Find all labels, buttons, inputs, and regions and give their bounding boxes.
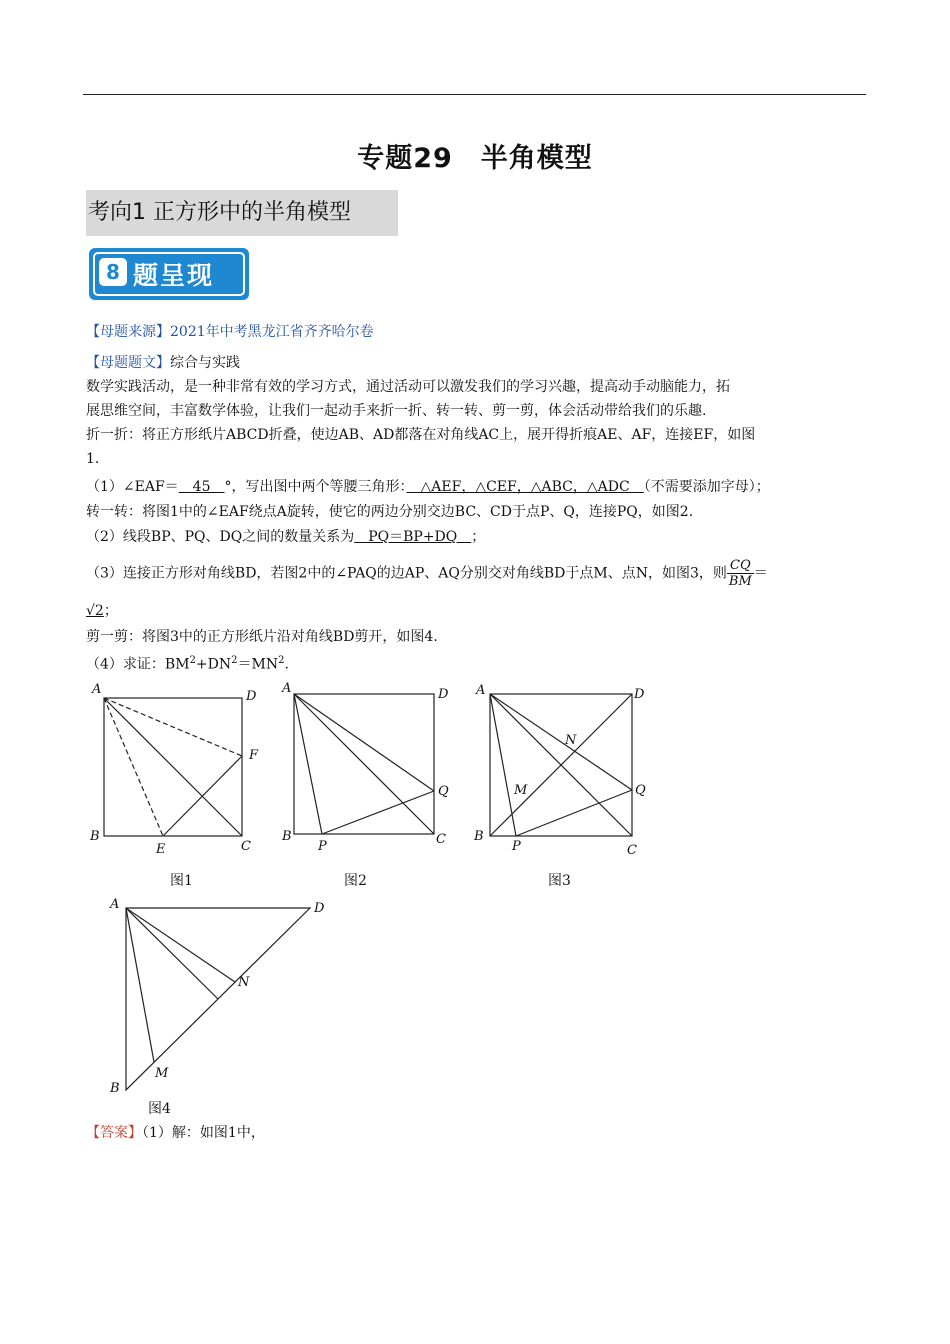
question-3-answer-line — [86, 602, 118, 620]
fig1-label-b: B — [90, 829, 100, 844]
fig2-segment-ap — [294, 694, 322, 834]
fig3-segment-aq — [490, 694, 632, 790]
fig2-diagonal-ac — [294, 694, 434, 834]
fig4-label-n: N — [238, 975, 250, 990]
q3-fraction — [727, 558, 754, 589]
badge-icon-text: 8 — [106, 260, 120, 284]
q1-text-mid: °，写出图中两个等腰三角形： — [224, 479, 407, 495]
q1-text: （1）∠EAF＝ — [86, 479, 179, 495]
fig2-caption: 图2 — [344, 873, 367, 889]
fold-line-2: 1. — [86, 451, 100, 467]
q2-answer: PQ＝BP+DQ — [354, 529, 472, 545]
q4-exp-2: 2 — [231, 655, 238, 666]
fig2-label-p: P — [318, 839, 327, 854]
fig3-label-m: M — [514, 783, 528, 798]
fig3-label-b: B — [474, 829, 484, 844]
fig4-segment-an — [126, 908, 235, 982]
badge-icon — [99, 258, 127, 286]
fig1-label-e: E — [156, 842, 166, 857]
figure-4 — [100, 894, 340, 1094]
question-3 — [86, 558, 768, 589]
q3-answer: √2 — [86, 603, 104, 619]
question-4 — [86, 652, 289, 674]
fig3-caption: 图3 — [548, 873, 571, 889]
fig1-label-a: A — [92, 682, 102, 697]
section-heading: 考向1 正方形中的半角模型 — [86, 190, 398, 236]
fig3-label-p: P — [512, 839, 521, 854]
question-1 — [86, 478, 770, 496]
q1-answer-angle: 45 — [178, 479, 225, 495]
fig2-label-a: A — [282, 681, 292, 696]
q3-fraction-numerator: CQ — [727, 558, 754, 574]
q4-exp-1: 2 — [189, 655, 196, 666]
fig1-label-d: D — [246, 689, 257, 704]
fig4-label-d: D — [314, 901, 325, 916]
q1-answer-triangles: △AEF，△CEF，△ABC，△ADC — [406, 479, 644, 495]
fig1-diagonal-ac — [104, 698, 242, 836]
fig4-label-a: A — [110, 897, 120, 912]
fig1-caption: 图1 — [170, 873, 193, 889]
q2-text: （2）线段BP、PQ、DQ之间的数量关系为 — [86, 529, 355, 545]
q2-text-post: ； — [471, 529, 486, 545]
fig4-caption: 图4 — [148, 1101, 171, 1117]
source-tag: 【母题来源】 — [86, 324, 170, 340]
badge-label: 题呈现 — [133, 261, 215, 290]
fig3-label-c: C — [627, 843, 637, 858]
fig2-label-c: C — [436, 832, 446, 847]
intro-line-1: 数学实践活动，是一种非常有效的学习方式，通过活动可以激发我们的学习兴趣，提高动手动脑能力，拓 — [86, 379, 730, 395]
fig1-crease-af — [104, 698, 242, 756]
fig3-label-d: D — [634, 687, 645, 702]
fig4-label-m: M — [155, 1066, 169, 1081]
fig3-label-q: Q — [635, 783, 646, 798]
problem-tag: 【母题题文】 — [86, 355, 170, 371]
fig1-label-f: F — [249, 748, 259, 763]
fig1-label-c: C — [241, 839, 251, 854]
problem-heading-line — [86, 354, 240, 372]
header-rule — [83, 94, 866, 95]
intro-line-2: 展思维空间，丰富数学体验，让我们一起动手来折一折、转一转、剪一剪，体会活动带给我们的乐趣. — [86, 403, 707, 419]
fig1-crease-ae — [104, 698, 163, 836]
problem-heading: 综合与实践 — [170, 355, 240, 371]
answer-text: （1）解：如图1中， — [142, 1125, 265, 1141]
source-text: 2021年中考黑龙江省齐齐哈尔卷 — [170, 324, 374, 340]
fig2-label-d: D — [438, 687, 449, 702]
fig3-label-n: N — [565, 733, 577, 748]
q1-text-post: （不需要添加字母）； — [643, 479, 770, 495]
cut-line: 剪一剪：将图3中的正方形纸片沿对角线BD剪开，如图4. — [86, 629, 438, 645]
q4-text-mid: +DN — [195, 656, 232, 673]
q4-equals: ＝MN — [237, 656, 279, 673]
fig4-label-b: B — [110, 1081, 120, 1094]
page-title: 专题29 半角模型 — [357, 143, 593, 174]
figure-1 — [86, 678, 276, 858]
fig2-label-q: Q — [438, 784, 449, 799]
fig2-segment-aq — [294, 694, 434, 791]
fig2-label-b: B — [282, 829, 292, 844]
figure-3 — [470, 678, 660, 863]
fig2-segment-pq — [322, 791, 434, 834]
q4-text-post: . — [284, 656, 289, 673]
q3-equals: ＝ — [753, 565, 768, 582]
answer-line — [86, 1124, 265, 1142]
answer-tag: 【答案】 — [86, 1125, 142, 1141]
q4-text: （4）求证：BM — [86, 656, 190, 673]
q3-fraction-denominator: BM — [728, 574, 752, 589]
rotate-line: 转一转：将图1中的∠EAF绕点A旋转，使它的两边分别交边BC、CD于点P、Q，连接PQ，如图2. — [86, 504, 694, 520]
fig3-label-a: A — [476, 683, 486, 698]
question-2 — [86, 528, 485, 546]
problem-badge — [89, 248, 249, 300]
q3-text-post: ； — [103, 603, 118, 619]
q4-exp-3: 2 — [278, 655, 285, 666]
q3-text: （3）连接正方形对角线BD，若图2中的∠PAQ的边AP、AQ分别交对角线BD于点M、点N，如图3，则 — [86, 565, 727, 582]
fold-line-1: 折一折：将正方形纸片ABCD折叠，使边AB、AD都落在对角线AC上，展开得折痕AE、AF，连接EF，如图 — [86, 427, 756, 443]
fig3-segment-pq — [516, 790, 632, 836]
figure-2 — [278, 678, 468, 858]
source-line — [86, 323, 374, 341]
